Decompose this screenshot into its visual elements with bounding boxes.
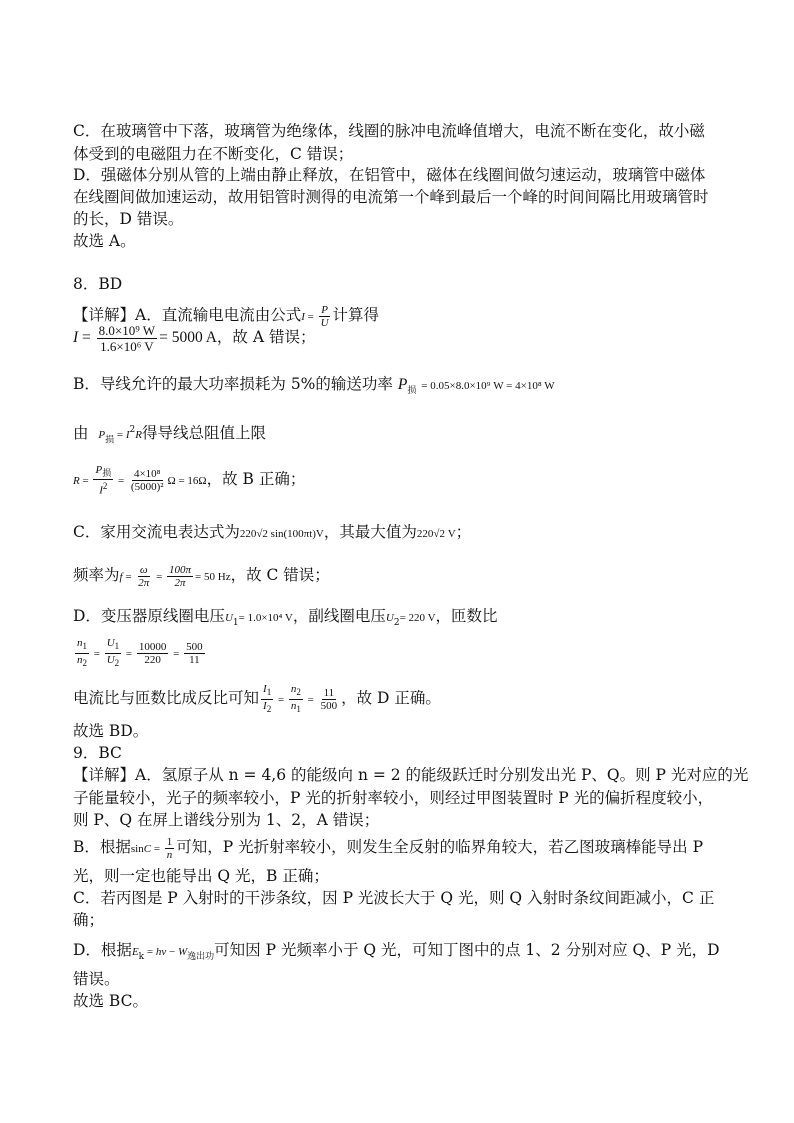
formula-one-over-n: $\frac{1}{n}$ (166, 835, 173, 861)
formula-500-11: $\frac{500}{11}$ (186, 640, 203, 666)
formula-10000-220: $\frac{10000}{220}$ (138, 640, 167, 666)
formula-i1-i2: $\frac{I_1}{I_2}$ (263, 683, 272, 714)
q9-c-line1: C．若丙图是 P 入射时的干涉条纹，因 P 光波长大于 Q 光，则 Q 入射时条纹间距减小，C 正 (73, 889, 715, 907)
q7-d-line2: 在线圈间做加速运动，故用铝管时测得的电流第一个峰到最后一个峰的时间间隔比用玻璃管时 (73, 188, 709, 206)
formula-omega-over-2pi: $\frac{\omega}{2\pi}$ (138, 563, 150, 589)
q8-ratio-line: $\frac{n_1}{n_2}$ = $\frac{U_1}{U_2}$ = $\frac{10000}{220}$ = $\frac{500}{11}$ (77, 637, 203, 668)
q8-b-formula: = 0.05×8.0×10⁹ W = 4×10⁸ W (421, 380, 555, 392)
q9-a-line1: 【详解】A．氢原子从 n = 4,6 的能级向 n = 2 的能级跃迁时分别发出光 P、Q。则 P 光对应的光 (73, 766, 749, 784)
q8-a-suffix: 计算得 (332, 306, 380, 324)
q9-b-line1: B．根据sinC = $\frac{1}{n}$ 可知，P 光折射率较小，则发生全反射的临界角较大，若乙图玻璃棒能导出 P (73, 835, 704, 861)
q8-a-calc: I = $\frac{\text{8.0×10⁹ W}}{\text{1.6×10⁶ V}}$ = 5000 A，故 A 错误； (73, 322, 316, 354)
q8-current-line: 电流比与匝数比成反比可知 $\frac{I_1}{I_2}$ = $\frac{n_2}{n_1}$ = $\frac{11}{500}$ ，故 D 正确。 (73, 683, 441, 714)
q7-c-line2: 体受到的电磁阻力在不断变化，C 错误； (73, 145, 354, 163)
q7-c-line1: C．在玻璃管中下落，玻璃管为绝缘体，线圈的脉冲电流峰值增大，电流不断在变化，故小磁 (73, 122, 705, 140)
q9-a-line3: 则 P、Q 在屏上谱线分别为 1、2，A 错误； (73, 811, 380, 829)
q7-d-line3: 的长，D 错误。 (73, 210, 184, 228)
formula-u1-u2: $\frac{U_1}{U_2}$ (106, 637, 120, 668)
formula-resistance: $\frac{\text{4×10⁸}}{\text{(5000)²}}$ (130, 467, 164, 493)
q9-d-line2: 错误。 (73, 970, 120, 988)
formula-100pi-over-2pi: $\frac{100\pi}{2\pi}$ (169, 563, 192, 589)
q9-choose: 故选 BC。 (73, 992, 148, 1010)
ac-expression: 220√2 sin(100πt)V (239, 528, 324, 540)
q8-r-calc: R = $\frac{P_损}{I^2}$ = $\frac{\text{4×10⁸}}{\text{(5000)²}}$ Ω = 16Ω，故 B 正确； (73, 463, 306, 497)
formula-11-500: $\frac{11}{500}$ (320, 686, 338, 712)
q8-choose: 故选 BD。 (73, 722, 149, 740)
q9-d-line1: D．根据$E_k = h\nu - W_{逸出功}$可知因 P 光频率小于 Q 光，可知丁图中的点 1、2 分别对应 Q、P 光，D (73, 941, 720, 963)
q9-b-line2: 光，则一定也能导出 Q 光，B 正确； (73, 867, 329, 885)
q8-b-line: B．导线允许的最大功率损耗为 5%的输送功率 $P_损 = 0.05\times 8.0\times 10^9$ W = 4×10⁸ W (73, 375, 555, 397)
formula-current-calc: $\frac{\text{8.0×10⁹ W}}{\text{1.6×10⁶ V}}$ (98, 322, 156, 354)
q9-c-line2: 确； (73, 911, 105, 929)
formula-n2-n1: $\frac{n_2}{n_1}$ (290, 683, 301, 714)
q8-a-line: 【详解】A．直流输电电流由公式I = $\frac{P}{U}$ 计算得 (73, 303, 380, 329)
q8-a-conclusion: ，故 A 错误； (216, 328, 316, 346)
formula-i-p-over-u: $\frac{P}{U}$ (320, 303, 329, 329)
q8-a-prefix: 【详解】A．直流输电电流由公式 (73, 306, 302, 324)
q8-b2-line: 由 $P_损 = I^2R$得导线总阻值上限 (73, 424, 266, 446)
q9-answer: 9．BC (73, 744, 122, 762)
q8-answer: 8．BD (73, 275, 123, 293)
q8-d-line: D．变压器原线圈电压$U_1= 1.0\times 10^4$ V，副线圈电压$U_2= 220$ V，匝数比 (73, 607, 498, 629)
q8-f-line: 频率为f = $\frac{\omega}{2\pi}$ = $\frac{100\pi}{2\pi}$ = 50 Hz，故 C 错误； (73, 563, 330, 589)
q7-d-line1: D．强磁体分别从管的上端由静止释放，在铝管中，磁体在线圈间做匀速运动，玻璃管中磁体 (73, 166, 706, 184)
q7-choose: 故选 A。 (73, 232, 136, 250)
q8-a-result: = 5000 A (159, 329, 217, 346)
formula-n1-n2: $\frac{n_1}{n_2}$ (77, 637, 87, 668)
formula-p-over-i2: $\frac{P_损}{I^2}$ (95, 463, 112, 497)
q8-c-line: C．家用交流电表达式为220√2 sin(100πt)V，其最大值为220√2 V； (73, 523, 472, 541)
q9-a-line2: 子能量较小，光子的频率较小，P 光的折射率较小，则经过甲图装置时 P 光的偏折程度较小， (73, 789, 714, 807)
